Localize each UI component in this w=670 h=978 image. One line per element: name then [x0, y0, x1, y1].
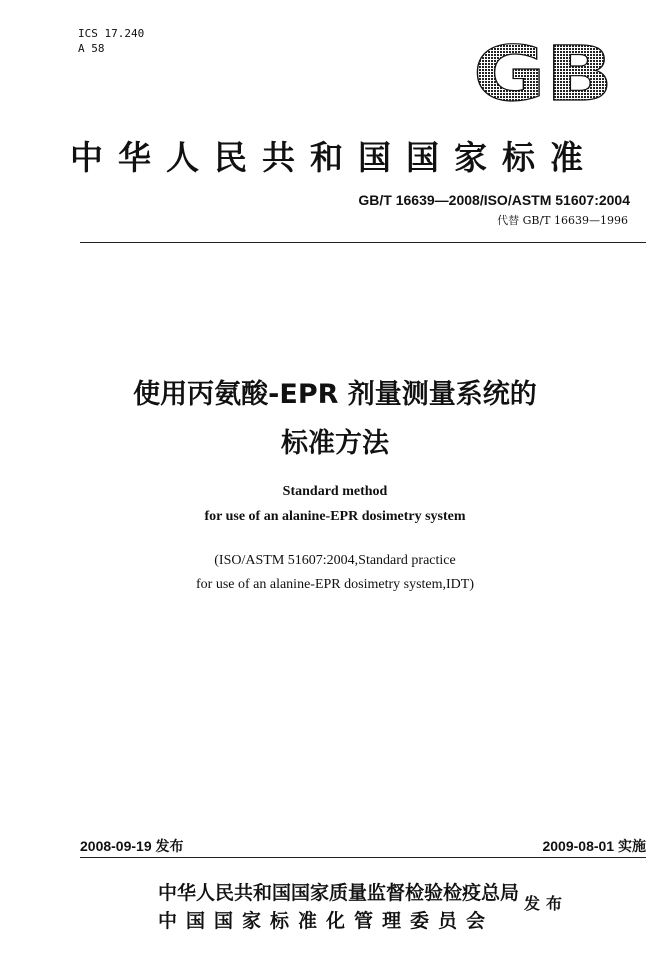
ics-classification: [78, 26, 144, 56]
title-chinese-line-2: 标准方法: [281, 428, 389, 459]
title-english-line-2: for use of an alanine-EPR dosimetry system: [204, 509, 466, 524]
gb-logo: [470, 36, 616, 108]
national-standard-title: 中华人民共和国国家标准: [70, 138, 598, 177]
replaces-standard: 代替 GB/T 16639—1996: [497, 214, 628, 227]
issue-date: 2008-09-19 发布: [80, 838, 184, 854]
gb-logo-text: GB: [473, 36, 613, 108]
footer-divider: [80, 857, 646, 858]
iso-reference-line-1: (ISO/ASTM 51607:2004,Standard practice: [214, 553, 456, 568]
publish-label: 发布: [524, 894, 569, 913]
issuer-line-2: 中国国家标准化管理委员会: [158, 910, 495, 932]
iso-reference-line-2: for use of an alanine-EPR dosimetry system,IDT): [196, 577, 474, 592]
implementation-date: 2009-08-01 实施: [542, 838, 646, 854]
title-english-line-1: Standard method: [282, 484, 388, 499]
header-divider: [80, 242, 646, 243]
ics-code: ICS 17.240: [78, 27, 145, 40]
standard-number: GB/T 16639—2008/ISO/ASTM 51607:2004: [358, 192, 630, 208]
gb-logo-graphic: [470, 36, 616, 108]
issuer-line-1: 中华人民共和国国家质量监督检验检疫总局: [158, 882, 520, 904]
title-chinese-line-1: 使用丙氨酸-EPR 剂量测量系统的: [133, 379, 537, 410]
ccs-code: A 58: [78, 42, 105, 55]
